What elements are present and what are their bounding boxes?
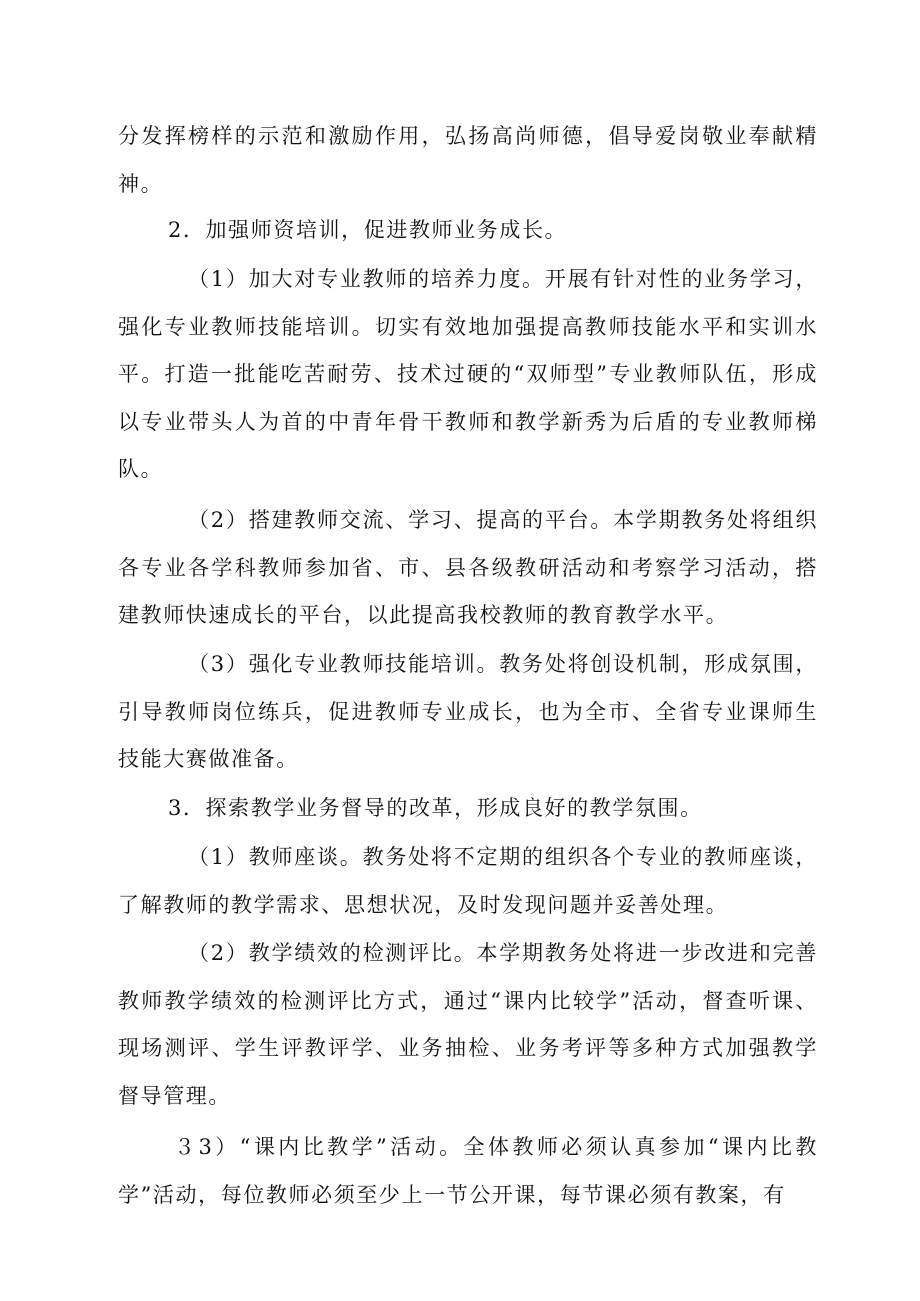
- paragraph-3-3: ３3）“课内比教学”活动。全体教师必须认真参加“课内比教学”活动，每位教师必须至少上一节公开课，每节课必须有教案，有: [118, 1135, 818, 1207]
- paragraph-3-1: （1）教师座谈。教务处将不定期的组织各个专业的教师座谈，了解教师的教学需求、思想状况，及时发现问题并妥善处理。: [118, 845, 818, 917]
- section-heading-3: 3．探索教学业务督导的改革，形成良好的教学氛围。: [168, 796, 703, 820]
- paragraph-2-2: （2）搭建教师交流、学习、提高的平台。本学期教务处将组织各专业各学科教师参加省、市、县各级教研活动和考察学习活动，搭建教师快速成长的平台，以此提高我校教师的教育教学水平。: [118, 508, 818, 627]
- paragraph-2-3: （3）强化专业教师技能培训。教务处将创设机制，形成氛围，引导教师岗位练兵，促进教师专业成长，也为全市、全省专业课师生技能大赛做准备。: [118, 652, 818, 771]
- paragraph-2-1: （1）加大对专业教师的培养力度。开展有针对性的业务学习，强化专业教师技能培训。切实有效地加强提高教师技能水平和实训水平。打造一批能吃苦耐劳、技术过硬的“双师型”专业教师队伍，形成以专业带头人为首的中青年骨干教师和教学新秀为后盾的专业教师梯队。: [118, 267, 818, 481]
- paragraph-3-2: （2）教学绩效的检测评比。本学期教务处将进一步改进和完善教师教学绩效的检测评比方式，通过“课内比较学”活动，督查听课、现场测评、学生评教评学、业务抽检、业务考评等多种方式加强教学督导管理。: [118, 941, 818, 1108]
- section-heading-2: 2．加强师资培训，促进教师业务成长。: [168, 218, 568, 242]
- paragraph-continuation: 分发挥榜样的示范和激励作用，弘扬高尚师德，倡导爱岗敬业奉献精神。: [118, 124, 818, 196]
